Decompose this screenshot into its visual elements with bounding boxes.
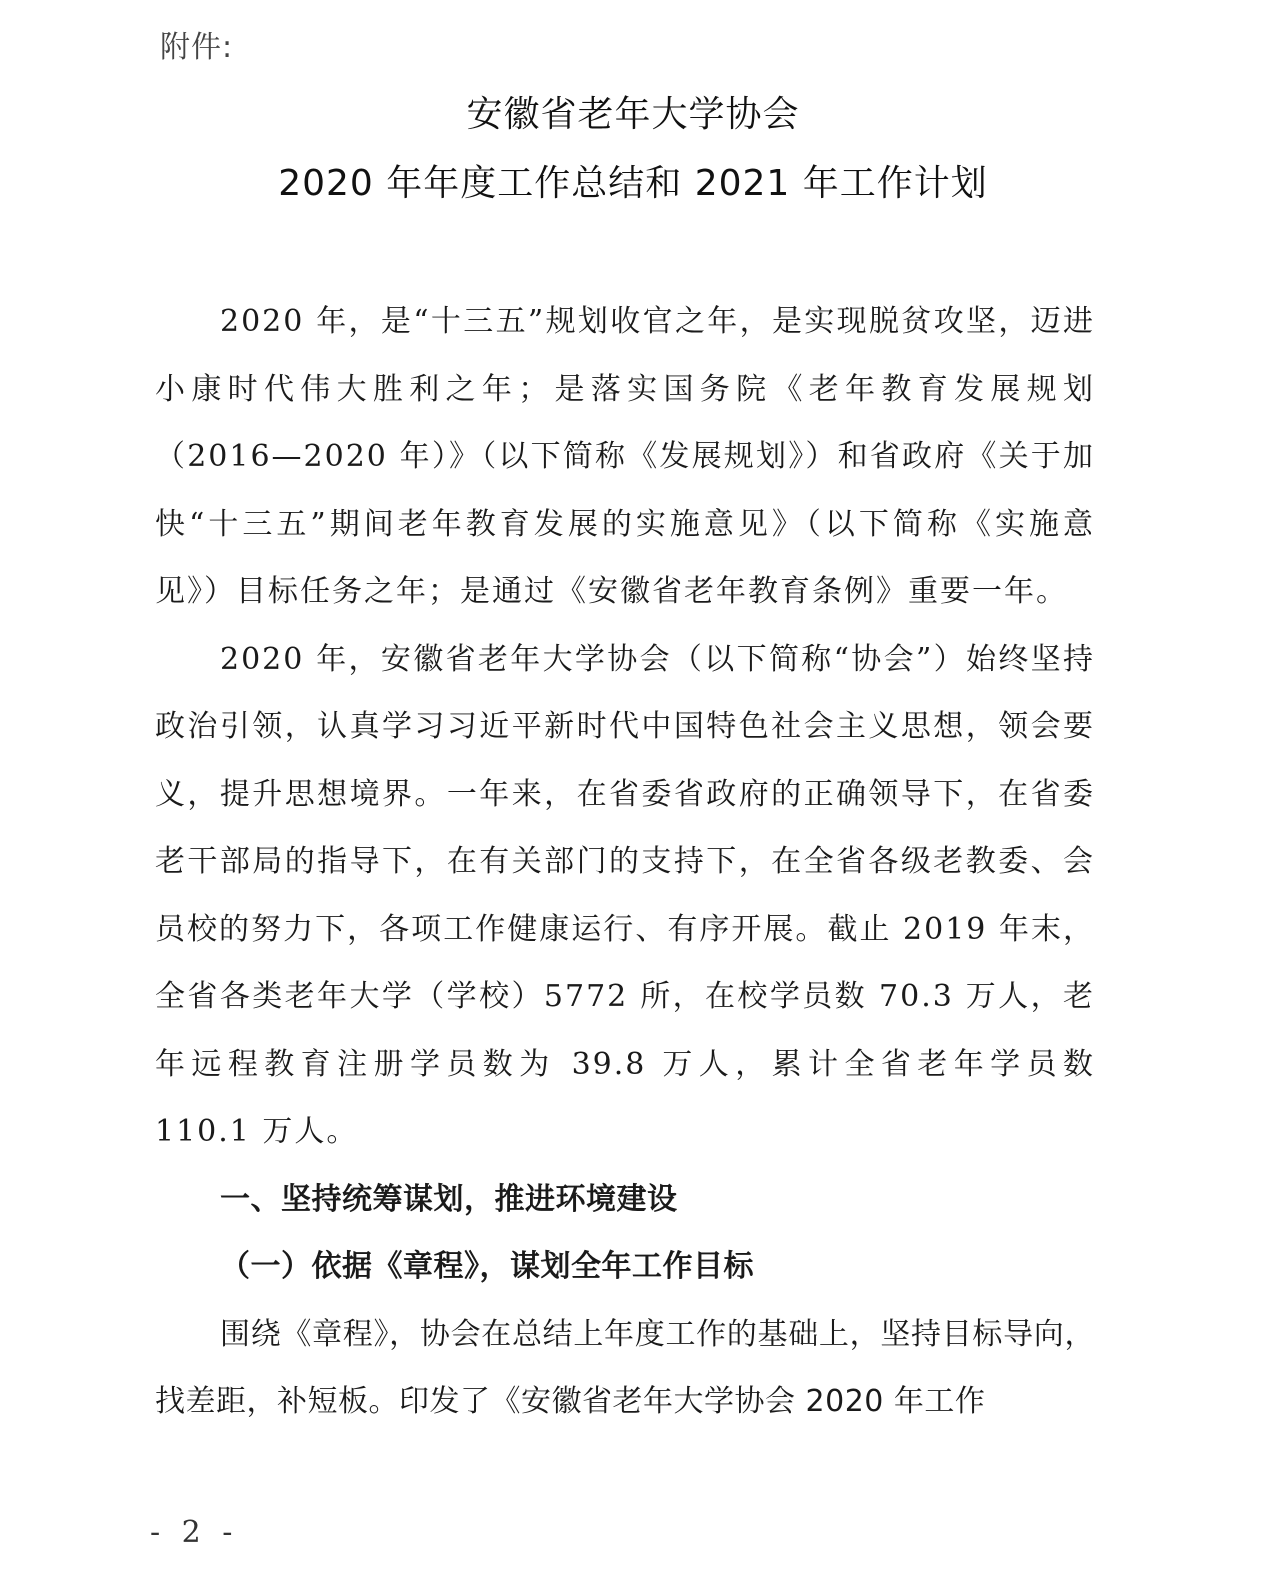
paragraph-intro: 2020 年，是“十三五”规划收官之年，是实现脱贫攻坚，迈进小康时代伟大胜利之年；是落实国务院《老年教育发展规划（2016—2020 年）》（以下简称《发展规划》）和省政府《关于加快“十三五”期间老年教育发展的实施意见》（以下简称《实施意见》）目标任务之年；是通过《安徽省老年教育条例》重要一年。: [155, 304, 1095, 609]
attachment-label: 附件:: [160, 30, 234, 65]
document-title-line2: 2020 年年度工作总结和 2021 年工作计划: [278, 163, 988, 204]
subsection-heading: （一）依据《章程》，谋划全年工作目标: [220, 1249, 754, 1284]
section-heading: 一、坚持统筹谋划，推进环境建设: [220, 1181, 678, 1217]
paragraph-summary: 2020 年，安徽省老年大学协会（以下简称“协会”）始终坚持政治引领，认真学习习近平新时代中国特色社会主义思想，领会要义，提升思想境界。一年来，在省委省政府的正确领导下，在省委老干部局的指导下，在有关部门的支持下，在全省各级老教委、会员校的努力下，各项工作健康运行、有序开展。截止 2019 年末，全省各类老年大学（学校）5772 所，在校学员数 70.3 万人，老年远程教育注册学员数为 39.8 万人，累计全省老年学员数 110.1 万人。: [155, 641, 1095, 1149]
document-title-line1: 安徽省老年大学协会: [466, 94, 800, 135]
paragraph-section-body: 围绕《章程》，协会在总结上年度工作的基础上，坚持目标导向，找差距，补短板。印发了《安徽省老年大学协会 2020 年工作: [155, 1316, 1095, 1419]
document-body: [155, 288, 1095, 1436]
page-number: - 2 -: [150, 1515, 239, 1550]
